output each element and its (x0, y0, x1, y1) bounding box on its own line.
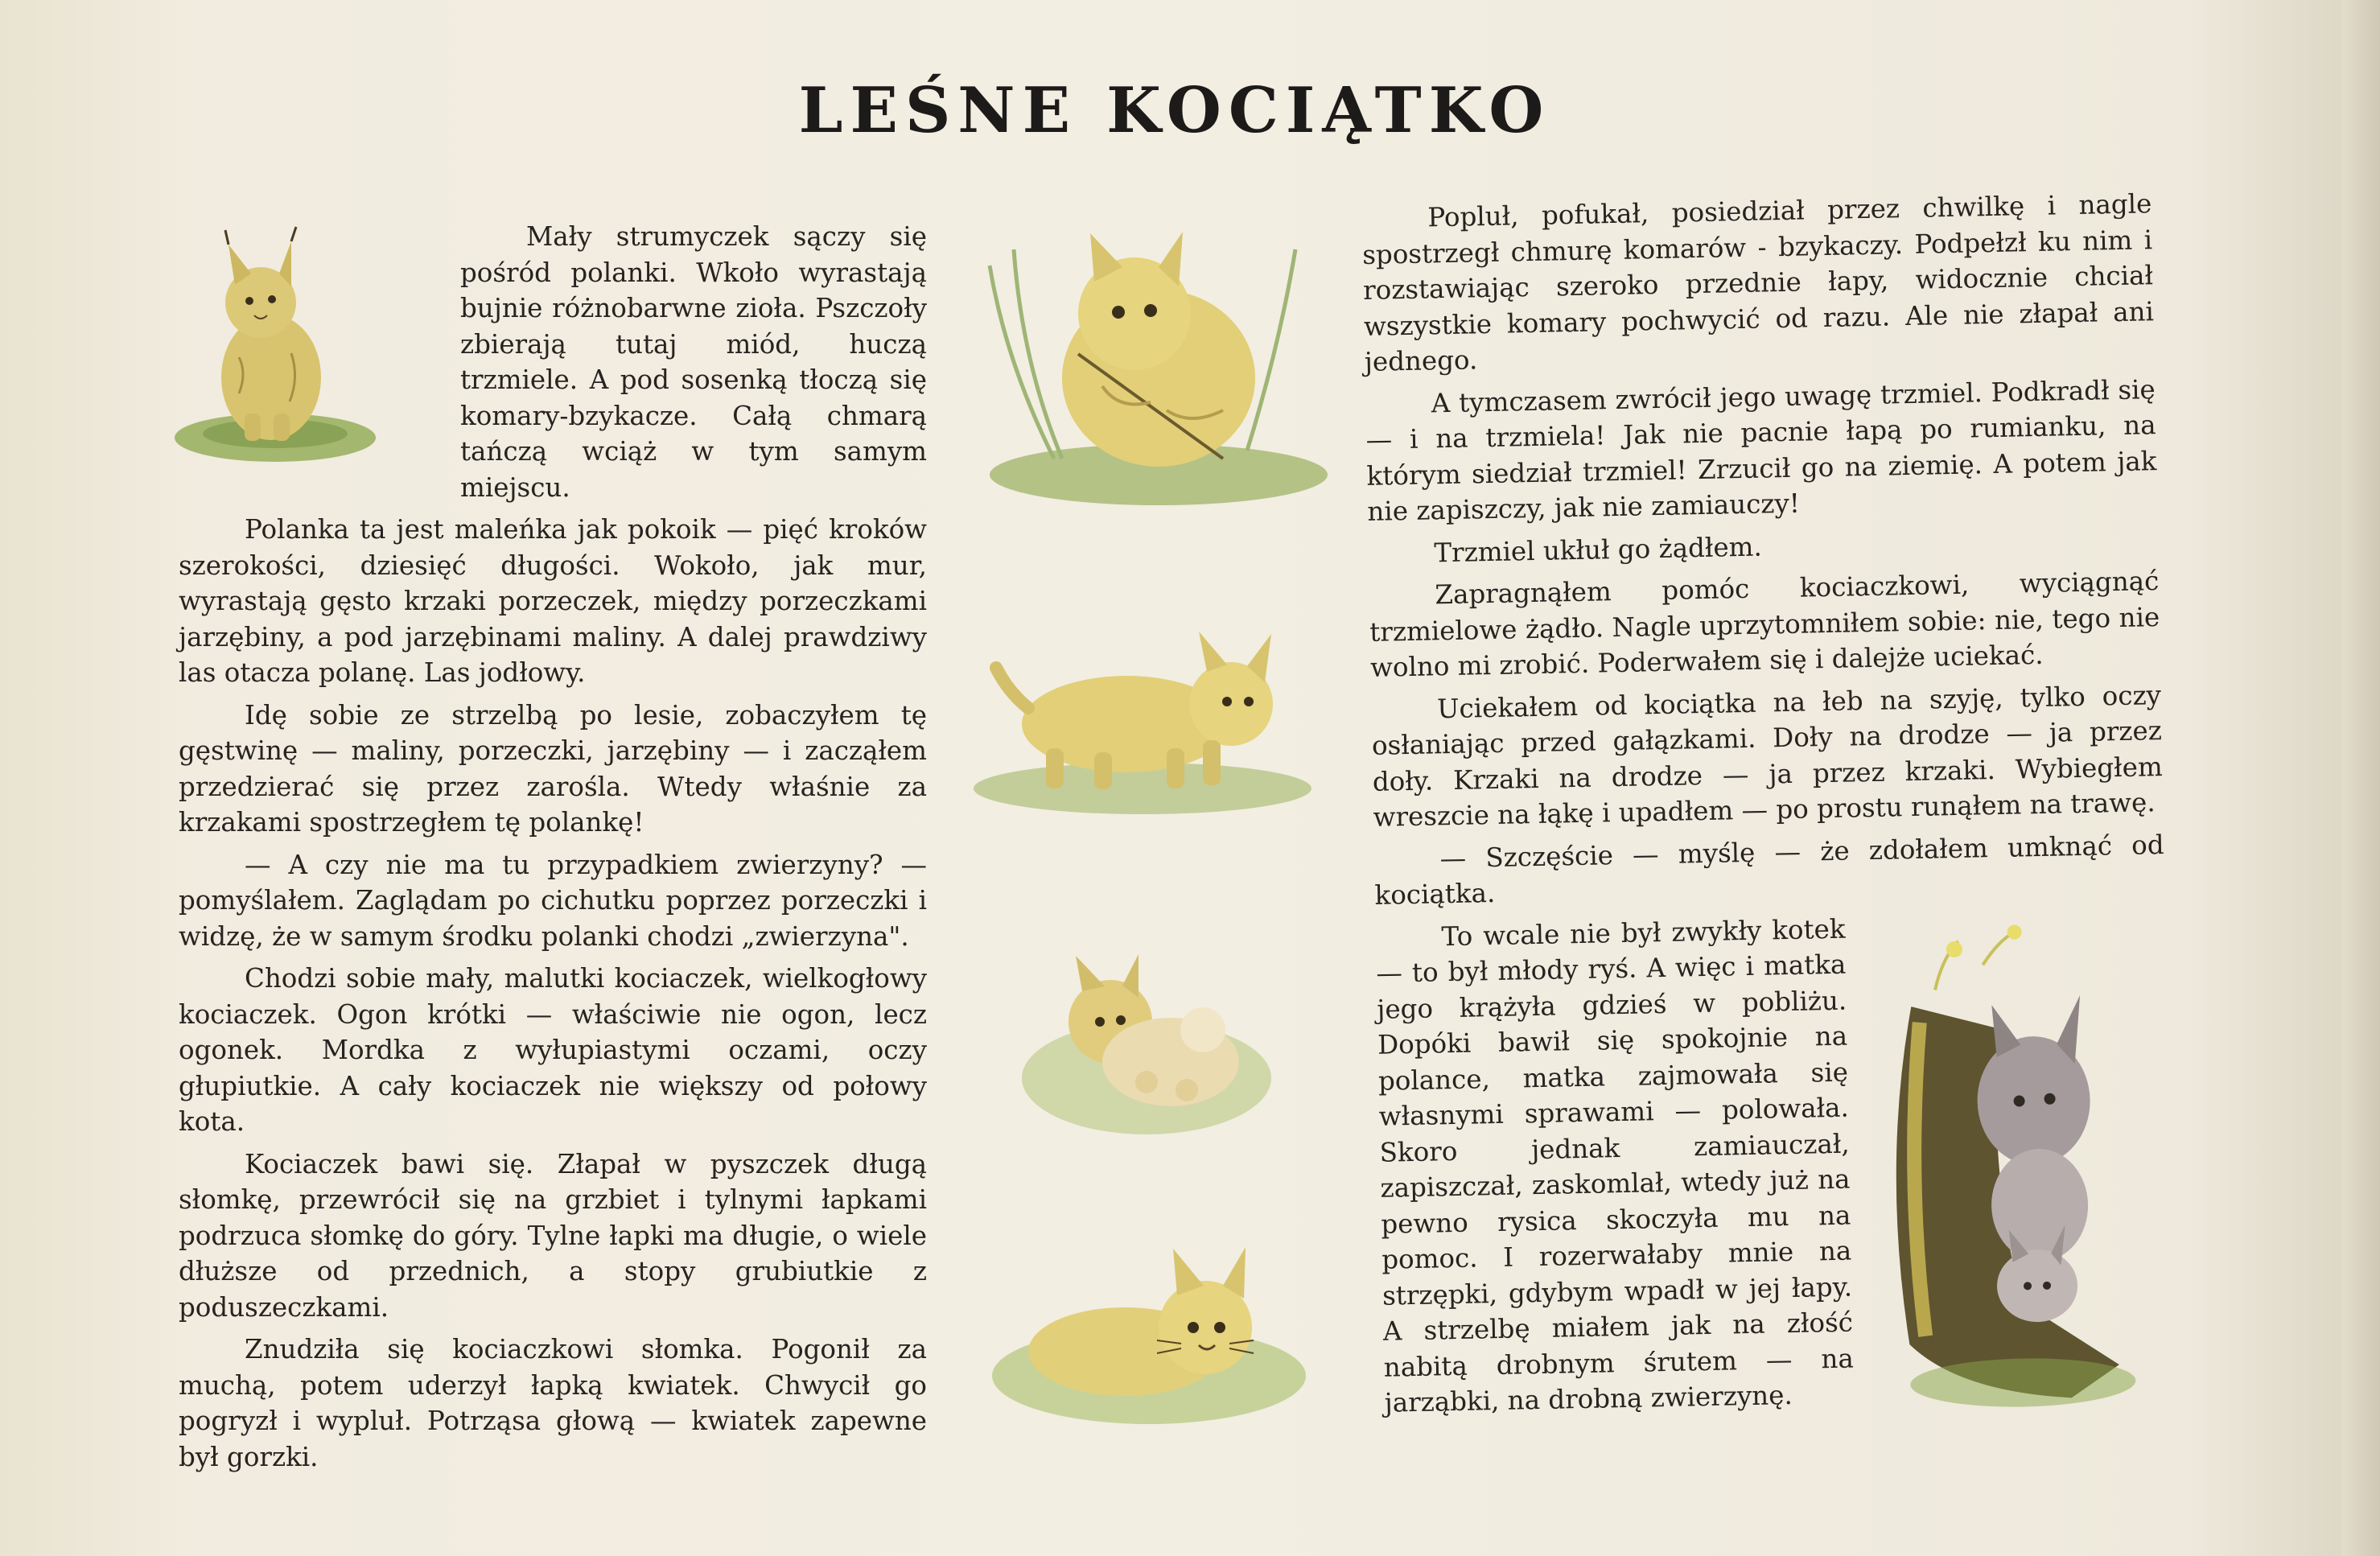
lynx-kitten-with-straw-icon (957, 217, 1336, 515)
paragraph: Idę sobie ze strzelbą po lesie, zobaczyłem tę gęstwinę — maliny, porzeczki, jarzębiny — i zacząłem przedzierać się przez zarośla. Wtedy właśnie za krzakami spostrzegłem tę polankę! (179, 699, 927, 838)
lynx-kitten-rolling-icon (1018, 941, 1275, 1142)
page-edge (2341, 0, 2380, 1556)
lynx-kitten-crouching-icon (988, 1215, 1310, 1432)
paragraph: Popluł, pofukał, posiedział przez chwilkę i nagle spostrzegł chmurę komarów - bzykaczy. Podpełzł ku nim i rozstawiając szeroko przednie łapy, widocznie chciał wszystkie komary pochwycić od razu. Ale nie złapał ani jednego. (1361, 188, 2155, 377)
paragraph: Mały strumyczek sączy się pośród polanki. Wkoło wyrastają bujnie różnobarwne zioła. Pszczoły zbierają tutaj miód, huczą trzmiele. A pod sosenką tłoczą się komary-bzykacze. Całą chmarą tańczą wciąż w tym samym miejscu. (460, 221, 927, 503)
right-text-column (1361, 186, 2175, 1427)
lynx-kitten-walking-icon (966, 611, 1311, 821)
paragraph: Polanka ta jest maleńka jak pokoik — pięć kroków szerokości, dziesięć długości. Wokoło, jak mur, wyrastają gęsto krzaki porzeczek, między porzeczkami jarzębiny, a pod jarzębinami maliny. A dalej prawdziwy las otacza polanę. Las jodłowy. (179, 514, 927, 688)
paragraph: Zapragnąłem pomóc kociaczkowi, wyciągnąć trzmielowe żądło. Nagle uprzytomniłem sobie: nie, tego nie wolno mi zrobić. Poderwałem się i dalejże uciekać. (1369, 566, 2160, 683)
paragraph: — Szczęście — myślę — że zdołałem umknąć od kociątka. (1374, 829, 2164, 911)
left-text-column (179, 219, 927, 1481)
paragraph: Znudziła się kociaczkowi słomka. Pogonił za muchą, potem uderzył łapką kwiatek. Chwycił go pogryzł i wypluł. Potrząsa głową — kwiatek zapewne był gorzki. (179, 1334, 927, 1472)
kitten-straw-illustration (957, 217, 1336, 515)
mother-lynx-illustration (1861, 904, 2175, 1409)
paragraph: Uciekałem od kociątka na łeb na szyję, tylko oczy osłaniając przed gałązkami. Doły na drodze — ja przez doły. Krzaki na drodze — ja przez krzaki. Wybiegłem wreszcie na łąkę i upadłem — po prostu runąłem na trawę. (1371, 679, 2164, 833)
paragraph: To wcale nie był zwykły kotek — to był młody ryś. A więc i matka jego krążyła gdzieś w pobliżu. Dopóki bawił się spokojnie na polance, matka zajmowała się własnymi sprawami — polowała. Skoro jednak zamiauczał, zapiszczał, zaskomlał, wtedy już na pewno rysica skoczyła mu na pomoc. I rozerwałaby mnie na strzępki, gdybym wpadł w jej łapy. A strzelbę miałem jak na złość nabitą drobnym śrutem — na jarząbki, na drobną zwierzynę. (1376, 913, 1855, 1418)
kitten-crouching-illustration (988, 1215, 1310, 1432)
paragraph: — A czy nie ma tu przypadkiem zwierzyny? — pomyślałem. Zaglądam po cichutku poprzez porzeczki i widzę, że w samym środku polanki chodzi „zwierzyna". (179, 849, 927, 952)
paragraph: Chodzi sobie mały, malutki kociaczek, wielkogłowy kociaczek. Ogon krótki — właściwie nie ogon, lecz ogonek. Mordka z wyłupiastymi oczami, oczy głupiutkie. A cały kociaczek nie większy od połowy kota. (179, 963, 927, 1137)
paragraph: A tymczasem zwrócił jego uwagę trzmiel. Podkradł się — i na trzmiela! Jak nie pacnie łapą po rumianku, na którym siedział trzmiel! Zrzucił go na ziemię. A potem jak nie zapiszczy, jak nie zamiauczy! (1365, 373, 2157, 527)
paragraph: Kociaczek bawi się. Złapał w pyszczek długą słomkę, przewrócił się na grzbiet i tylnymi łapkami podrzuca słomkę do góry. Tylne łapki ma długie, o wiele dłuższe od przednich, a stopy grubiutkie z poduszeczkami. (179, 1148, 927, 1323)
lynx-mother-tree-icon (1861, 913, 2136, 1417)
kitten-walking-illustration (966, 611, 1311, 821)
sitting-kitten-illustration (179, 219, 460, 491)
kitten-rolling-illustration (1018, 941, 1275, 1142)
lynx-kitten-sitting-icon (171, 212, 380, 470)
paragraph: Trzmiel ukłuł go żądłem. (1434, 531, 1763, 568)
page-title: LEŚNE KOCIĄTKO (798, 74, 1551, 147)
